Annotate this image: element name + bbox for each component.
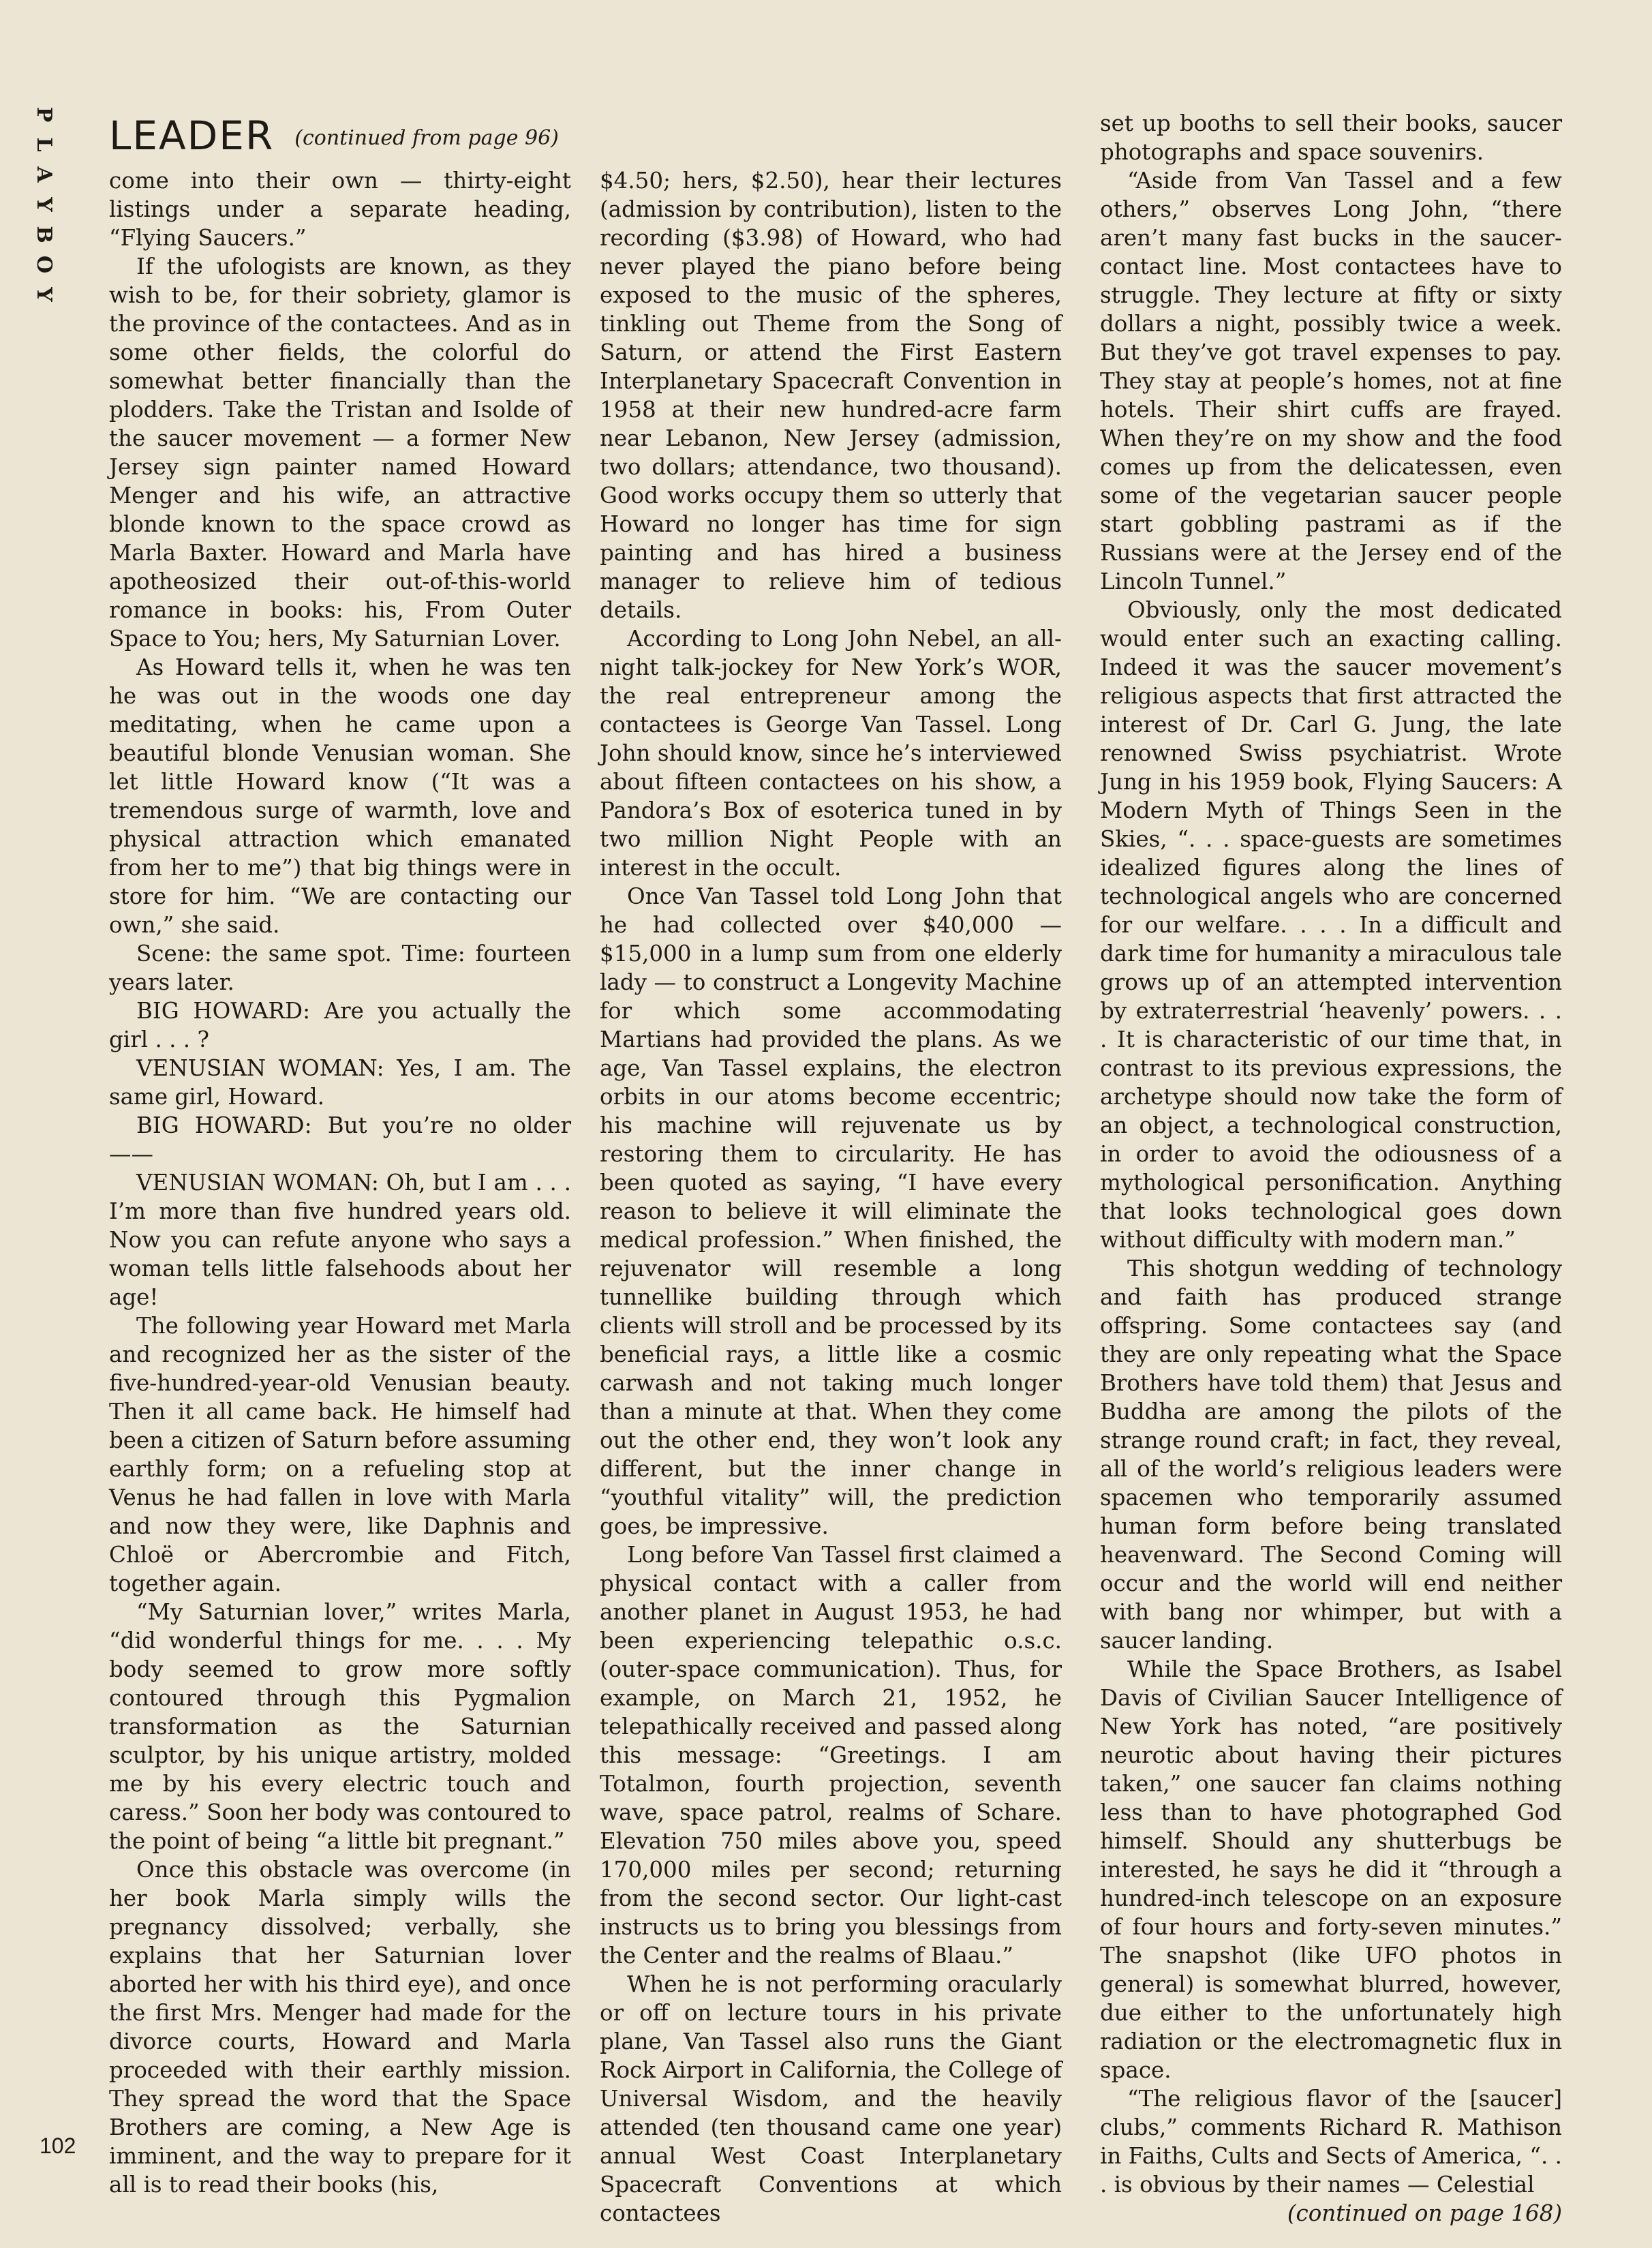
continued-from: (continued from page 96): [294, 125, 559, 150]
paragraph: BIG HOWARD: Are you actually the girl . . . ?: [109, 998, 571, 1052]
paragraph: The following year Howard met Marla and recognized her as the sister of the five-hundred-year-old Venusian beauty. Then it all came back. He himself had been a citizen of Saturn before assuming earthly form; on a refueling stop at Venus he had fallen in love with Marla and now they were, like Daphnis and Chloë or Abercrombie and Fitch, together again.: [109, 1313, 571, 1596]
masthead: [30, 100, 57, 309]
paragraph: Obviously, only the most dedicated would enter such an exacting calling. Indeed it was the saucer movement’s religious aspects that first attracted the interest of Dr. Carl G. Jung, the late renowned Swiss psychiatrist. Wrote Jung in his 1959 book, Flying Saucers: A Modern Myth of Things Seen in the Skies, “. . . space-guests are sometimes idealized figures along the lines of technological angels who are concerned for our welfare. . . . In a difficult and dark time for humanity a miraculous tale grows up of an attempted intervention by extraterrestrial ‘heavenly’ powers. . . . It is characteristic of our time that, in contrast to its previous expressions, the archetype should now take the form of an object, a technological construction, in order to avoid the odiousness of a mythological personification. Anything that looks technological goes down without difficulty with modern man.”: [1100, 597, 1562, 1253]
paragraph: (continued on page 168): [1287, 2200, 1562, 2226]
paragraph: set up booths to sell their books, saucer photographs and space souvenirs.: [1100, 110, 1562, 165]
paragraph: Scene: the same spot. Time: fourteen years later.: [109, 941, 571, 995]
paragraph: “My Saturnian lover,” writes Marla, “did wonderful things for me. . . . My body seemed to grow more softly contoured through this Pygmalion transformation as the Saturnian sculptor, by his unique artistry, molded me by his every electric touch and caress.” Soon her body was contoured to the point of being “a little bit pregnant.”: [109, 1599, 571, 1854]
masthead-letter: P: [32, 106, 56, 123]
article-heading: [109, 112, 559, 162]
paragraph: “The religious flavor of the [saucer] clubs,” comments Richard R. Mathison in Faiths, Cults and Sects of America, “. . . is obvious by their names — Celestial: [1100, 2086, 1562, 2198]
paragraph: “Aside from Van Tassel and a few others,” observes Long John, “there aren’t many fast bucks in the saucer-contact line. Most contactees have to struggle. They lecture at fifty or sixty dollars a night, possibly twice a week. But they’ve got travel expenses to pay. They stay at people’s homes, not at fine hotels. Their shirt cuffs are frayed. When they’re on my show and the food comes up from the delicatessen, even some of the vegetarian saucer people start gobbling pastrami as if the Russians were at the Jersey end of the Lincoln Tunnel.”: [1100, 168, 1562, 594]
paragraph: Once this obstacle was overcome (in her book Marla simply wills the pregnancy dissolved; verbally, she explains that her Saturnian lover aborted her with his third eye), and once the first Mrs. Menger had made for the divorce courts, Howard and Marla proceeded with their earthly mission. They spread the word that the Space Brothers are coming, a New Age is imminent, and the way to prepare for it all is to read their books (his,: [109, 1857, 571, 2198]
masthead-letter: L: [32, 137, 56, 152]
column-2: [600, 166, 1062, 2228]
paragraph: BIG HOWARD: But you’re no older ——: [109, 1112, 571, 1167]
paragraph: This shotgun wedding of technology and faith has produced strange offspring. Some contactees say (and they are only repeating what the Space Brothers have told them) that Jesus and Buddha are among the pilots of the strange round craft; in fact, they reveal, all of the world’s religious leaders were spacemen who temporarily assumed human form before being translated heavenward. The Second Coming will occur and the world will end neither with bang nor whimper, but with a saucer landing.: [1100, 1256, 1562, 1654]
paragraph: As Howard tells it, when he was ten he was out in the woods one day meditating, when he came upon a beautiful blonde Venusian woman. She let little Howard know (“It was a tremendous surge of warmth, love and physical attraction which emanated from her to me”) that big things were in store for him. “We are contacting our own,” she said.: [109, 654, 571, 938]
paragraph: Long before Van Tassel first claimed a physical contact with a caller from another planet in August 1953, he had been experiencing telepathic o.s.c. (outer-space communication). Thus, for example, on March 21, 1952, he telepathically received and passed along this message: “Greetings. I am Totalmon, fourth projection, seventh wave, space patrol, realms of Schare. Elevation 750 miles above you, speed 170,000 miles per second; returning from the second sector. Our light-cast instructs us to bring you blessings from the Center and the realms of Blaau.”: [600, 1542, 1062, 1969]
masthead-letter: A: [32, 166, 56, 183]
masthead-letter: Y: [32, 287, 56, 302]
column-1: [109, 166, 571, 2199]
paragraph: Once Van Tassel told Long John that he had collected over $40,000 — $15,000 in a lump sum from one elderly lady — to construct a Longevity Machine for which some accommodating Martians had provided the plans. As we age, Van Tassel explains, the electron orbits in our atoms become eccentric; his machine will rejuvenate us by restoring them to circularity. He has been quoted as saying, “I have every reason to believe it will eliminate the medical profession.” When finished, the rejuvenator will resemble a long tunnellike building through which clients will stroll and be processed by its beneficial rays, a little like a cosmic carwash and not taking much longer than a minute at that. When they come out the other end, they won’t look any different, but the inner change in “youthful vitality” will, the prediction goes, be impressive.: [600, 883, 1062, 1539]
paragraph: VENUSIAN WOMAN: Oh, but I am . . . I’m more than five hundred years old. Now you can refute anyone who says a woman tells little falsehoods about her age!: [109, 1170, 571, 1310]
column-3: [1100, 109, 1562, 2228]
paragraph: VENUSIAN WOMAN: Yes, I am. The same girl, Howard.: [109, 1055, 571, 1110]
paragraph: When he is not performing oracularly or off on lecture tours in his private plane, Van Tassel also runs the Giant Rock Airport in California, the College of Universal Wisdom, and the heavily attended (ten thousand came one year) annual West Coast Interplanetary Spacecraft Conventions at which contactees: [600, 1971, 1062, 2226]
paragraph: While the Space Brothers, as Isabel Davis of Civilian Saucer Intelligence of New York has noted, “are positively neurotic about having their pictures taken,” one saucer fan claims nothing less than to have photographed God himself. Should any shutterbugs be interested, he says he did it “through a hundred-inch telescope on an exposure of four hours and forty-seven minutes.” The snapshot (like UFO photos in general) is somewhat blurred, however, due either to the unfortunately high radiation or the electromagnetic flux in space.: [1100, 1656, 1562, 2083]
page-number: 102: [40, 2133, 76, 2158]
masthead-letter: Y: [32, 197, 56, 212]
masthead-letter: O: [32, 255, 56, 274]
article-title: LEADER: [109, 112, 275, 159]
paragraph: According to Long John Nebel, an all-night talk-jockey for New York’s WOR, the real entrepreneur among the contactees is George Van Tassel. Long John should know, since he’s interviewed about fifteen contactees on his show, a Pandora’s Box of esoterica tuned in by two million Night People with an interest in the occult.: [600, 626, 1062, 881]
paragraph: come into their own — thirty-eight listings under a separate heading, “Flying Saucers.”: [109, 168, 571, 251]
paragraph: $4.50; hers, $2.50), hear their lectures (admission by contribution), listen to the recording ($3.98) of Howard, who had never played the piano before being exposed to the music of the spheres, tinkling out Theme from the Song of Saturn, or attend the First Eastern Interplanetary Spacecraft Convention in 1958 at their new hundred-acre farm near Lebanon, New Jersey (admission, two dollars; attendance, two thousand). Good works occupy them so utterly that Howard no longer has time for sign painting and has hired a business manager to relieve him of tedious details.: [600, 168, 1062, 623]
masthead-letter: B: [32, 226, 56, 243]
paragraph: If the ufologists are known, as they wish to be, for their sobriety, glamor is the province of the contactees. And as in some other fields, the colorful do somewhat better financially than the plodders. Take the Tristan and Isolde of the saucer movement — a former New Jersey sign painter named Howard Menger and his wife, an attractive blonde known to the space crowd as Marla Baxter. Howard and Marla have apotheosized their out-of-this-world romance in books: his, From Outer Space to You; hers, My Saturnian Lover.: [109, 254, 571, 652]
